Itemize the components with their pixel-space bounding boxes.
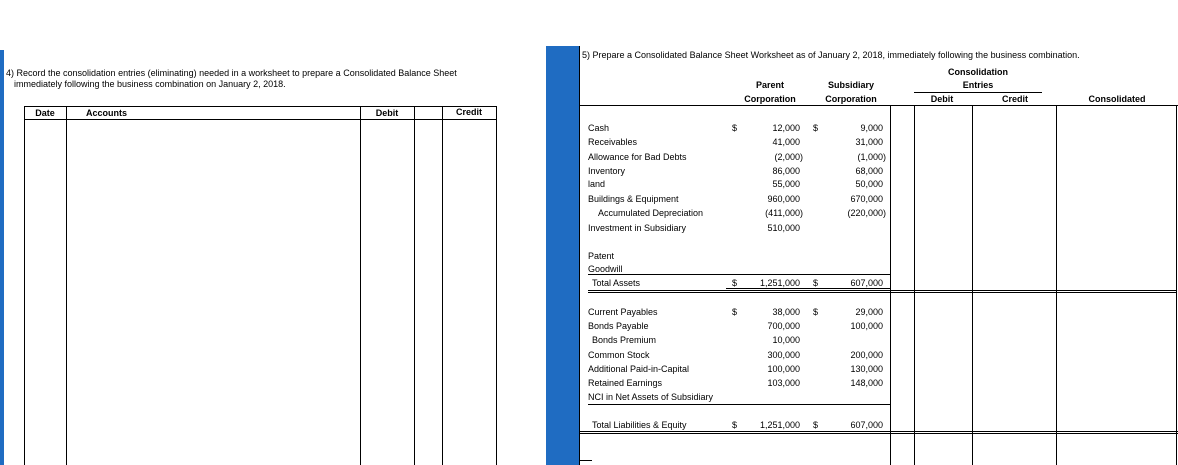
row-cash-label: Cash [588,123,610,133]
right-accent-bar [546,46,579,465]
total-liabilities-sub: 607,000 [850,420,883,430]
header-entries: Entries [962,80,994,90]
total-liabilities-sub-dollar: $ [813,420,819,430]
row-common-sub: 200,000 [850,350,883,360]
row-patent-label: Patent [588,251,615,261]
row-land-sub: 50,000 [855,179,883,189]
header-parent-corp: Corporation [744,94,796,104]
row-buildings-label: Buildings & Equipment [588,194,679,204]
header-subsidiary-corp: Corporation [825,94,877,104]
left-instruction [6,68,526,90]
row-goodwill-label: Goodwill [588,264,623,274]
row-retained-sub: 148,000 [850,378,883,388]
header-debit: Debit [375,108,399,118]
row-premium-parent: 10,000 [772,335,800,345]
row-allowance-parent: (2,000) [774,152,803,162]
row-payables-parent-dollar: $ [732,307,738,317]
total-assets-parent: 1,251,000 [759,278,800,288]
row-accdep-parent: (411,000) [765,208,803,218]
header-cons-credit: Credit [1001,94,1028,104]
row-buildings-parent: 960,000 [767,194,800,204]
row-investment-parent: 510,000 [767,223,800,233]
row-bonds-sub: 100,000 [850,321,883,331]
header-parent: Parent [755,80,784,90]
row-allowance-label: Allowance for Bad Debts [588,152,687,162]
row-land-parent: 55,000 [772,179,800,189]
header-cons-debit: Debit [930,94,954,104]
total-liabilities-parent: 1,251,000 [759,420,800,430]
row-apic-parent: 100,000 [767,364,800,374]
row-cash-sub-dollar: $ [813,123,819,133]
row-land-label: land [588,179,606,189]
row-cash-parent: 12,000 [772,123,800,133]
row-payables-sub-dollar: $ [813,307,819,317]
row-receivables-label: Receivables [588,137,638,147]
row-apic-sub: 130,000 [850,364,883,374]
row-payables-label: Current Payables [588,307,658,317]
row-common-parent: 300,000 [767,350,800,360]
header-consolidation: Consolidation [948,67,1008,77]
header-date: Date [35,108,55,118]
row-premium-label: Bonds Premium [592,335,657,345]
row-retained-parent: 103,000 [767,378,800,388]
left-accent-bar [0,50,4,465]
total-liabilities-parent-dollar: $ [732,420,738,430]
left-instruction-line1: 4) Record the consolidation entries (eliminating) needed in a worksheet to prepare a Consolidated Balance Sheet [6,68,457,78]
row-payables-parent: 38,000 [772,307,800,317]
row-bonds-label: Bonds Payable [588,321,649,331]
total-liabilities-label: Total Liabilities & Equity [592,420,687,430]
total-assets-sub: 607,000 [850,278,883,288]
header-accounts: Accounts [86,108,128,118]
row-investment-label: Investment in Subsidiary [588,223,687,233]
left-instruction-line2: immediately following the business combination on January 2, 2018. [14,79,286,89]
row-retained-label: Retained Earnings [588,378,663,388]
row-nci-label: NCI in Net Assets of Subsidiary [588,392,714,402]
row-buildings-sub: 670,000 [850,194,883,204]
row-apic-label: Additional Paid-in-Capital [588,364,690,374]
row-accdep-label: Accumulated Depreciation [598,208,704,218]
journal-table [24,106,497,465]
row-payables-sub: 29,000 [855,307,883,317]
total-assets-parent-dollar: $ [732,278,738,288]
worksheet-title: 5) Prepare a Consolidated Balance Sheet Worksheet as of January 2, 2018, immediately following the business combination. [582,50,1080,60]
header-subsidiary: Subsidiary [827,80,874,90]
row-inventory-sub: 68,000 [855,166,883,176]
header-credit: Credit [455,107,482,117]
row-allowance-sub: (1,000) [857,152,886,162]
row-inventory-label: Inventory [588,166,626,176]
row-inventory-parent: 86,000 [772,166,800,176]
header-consolidated: Consolidated [1088,94,1146,104]
row-accdep-sub: (220,000) [847,208,886,218]
row-receivables-sub: 31,000 [855,137,883,147]
row-receivables-parent: 41,000 [772,137,800,147]
worksheet [580,64,1178,465]
row-cash-sub: 9,000 [860,123,883,133]
row-bonds-parent: 700,000 [767,321,800,331]
row-common-label: Common Stock [588,350,650,360]
total-assets-label: Total Assets [592,278,641,288]
row-cash-parent-dollar: $ [732,123,738,133]
total-assets-sub-dollar: $ [813,278,819,288]
